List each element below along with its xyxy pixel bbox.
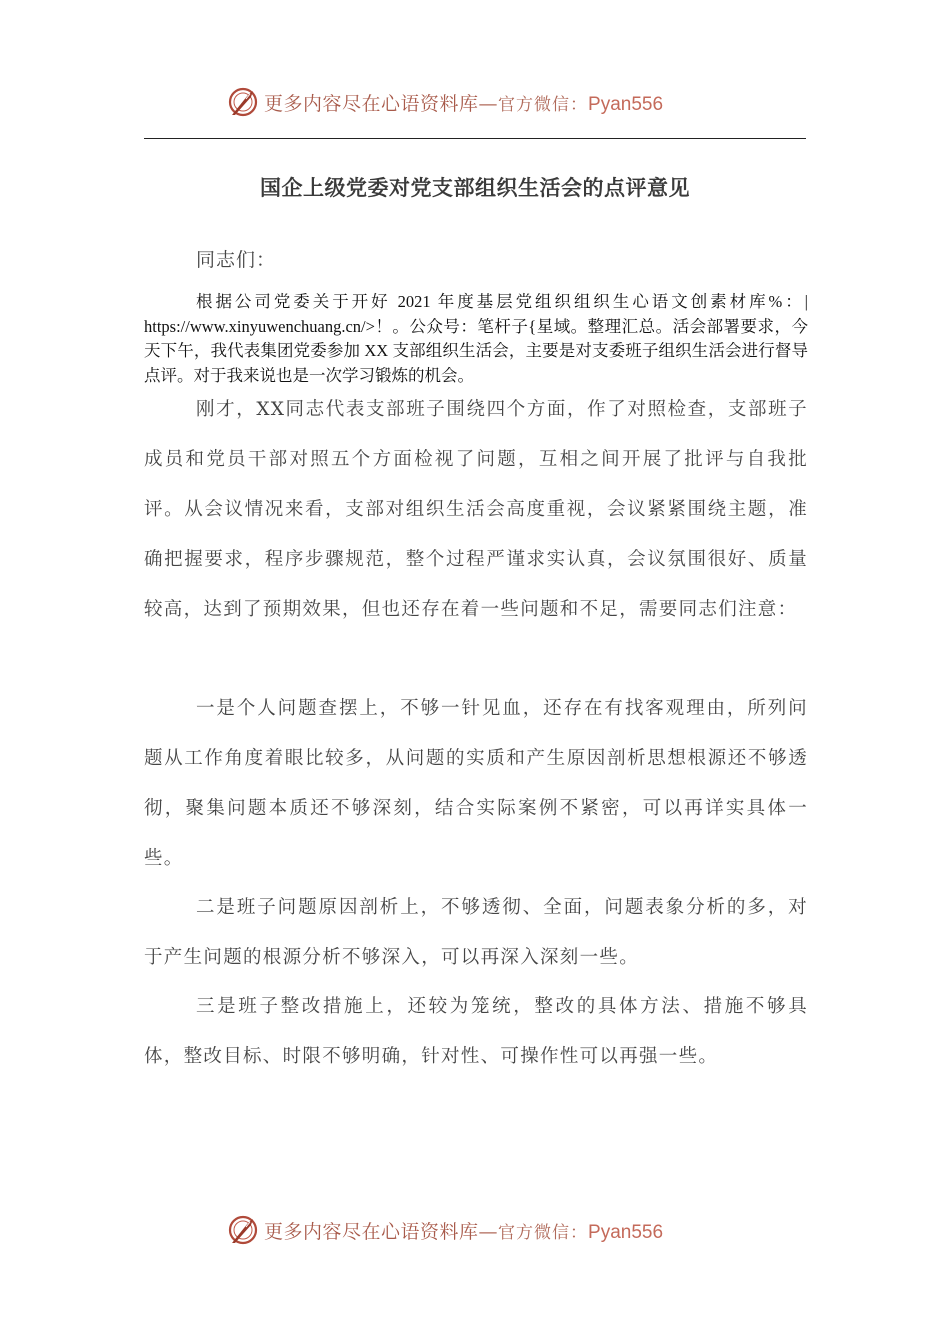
header-brand xyxy=(226,82,663,122)
brand-wechat-label: 官方微信： xyxy=(498,94,589,115)
brand-main: 更多内容尽在心语资料库 xyxy=(264,1220,479,1243)
greeting: 同志们： xyxy=(196,249,277,271)
page-header xyxy=(0,82,950,122)
body-paragraph-4: 三是班子整改措施上，还较为笼统，整改的具体方法、措施不够具体，整改目标、时限不够明确，针对性、可操作性可以再强一些。 xyxy=(144,996,808,1067)
header-divider xyxy=(144,138,806,139)
brand-wechat-id: Pyan556 xyxy=(588,93,664,115)
footer-brand xyxy=(226,1210,663,1250)
body-paragraph-1: 刚才，XX同志代表支部班子围绕四个方面，作了对照检查，支部班子成员和党员干部对照五个方面检视了问题，互相之间开展了批评与自我批评。从会议情况来看，支部对组织生活会高度重视，会议紧紧围绕主题，准确把握要求，程序步骤规范，整个过程严谨求实认真，会议氛围很好、质量较高，达到了预期效果，但也还存在着一些问题和不足，需要同志们注意： xyxy=(144,399,808,620)
footer-brand-text xyxy=(264,1217,663,1244)
brand-main: 更多内容尽在心语资料库 xyxy=(264,92,479,115)
pen-nib-circle-icon xyxy=(226,1213,260,1247)
header-brand-text xyxy=(264,89,663,116)
brand-wechat-label: 官方微信： xyxy=(498,1222,589,1243)
brand-separator: — xyxy=(478,92,499,115)
page-footer xyxy=(0,1210,950,1250)
intro-paragraph: 根据公司党委关于开好 2021 年度基层党组织组织生心语文创素材库%：| https://www.xinyuwenchuang.cn/>！。公众号：笔杆子{星域。整理汇总。活会部署要求，今天下午，我代表集团党委参加 XX 支部组织生活会，主要是对支委班子组织生活会进行督导点评。对于我来说也是一次学习锻炼的机会。 xyxy=(144,292,808,385)
document-title: 国企上级党委对党支部组织生活会的点评意见 xyxy=(260,176,690,200)
body-paragraph-2: 一是个人问题查摆上，不够一针见血，还存在有找客观理由，所列问题从工作角度着眼比较多，从问题的实质和产生原因剖析思想根源还不够透彻，聚集问题本质还不够深刻，结合实际案例不紧密，可以再详实具体一些。 xyxy=(144,698,808,869)
body-paragraph-3: 二是班子问题原因剖析上，不够透彻、全面，问题表象分析的多，对于产生问题的根源分析不够深入，可以再深入深刻一些。 xyxy=(144,897,808,968)
brand-wechat-id: Pyan556 xyxy=(588,1221,664,1243)
pen-nib-circle-icon xyxy=(226,85,260,119)
brand-separator: — xyxy=(478,1220,499,1243)
